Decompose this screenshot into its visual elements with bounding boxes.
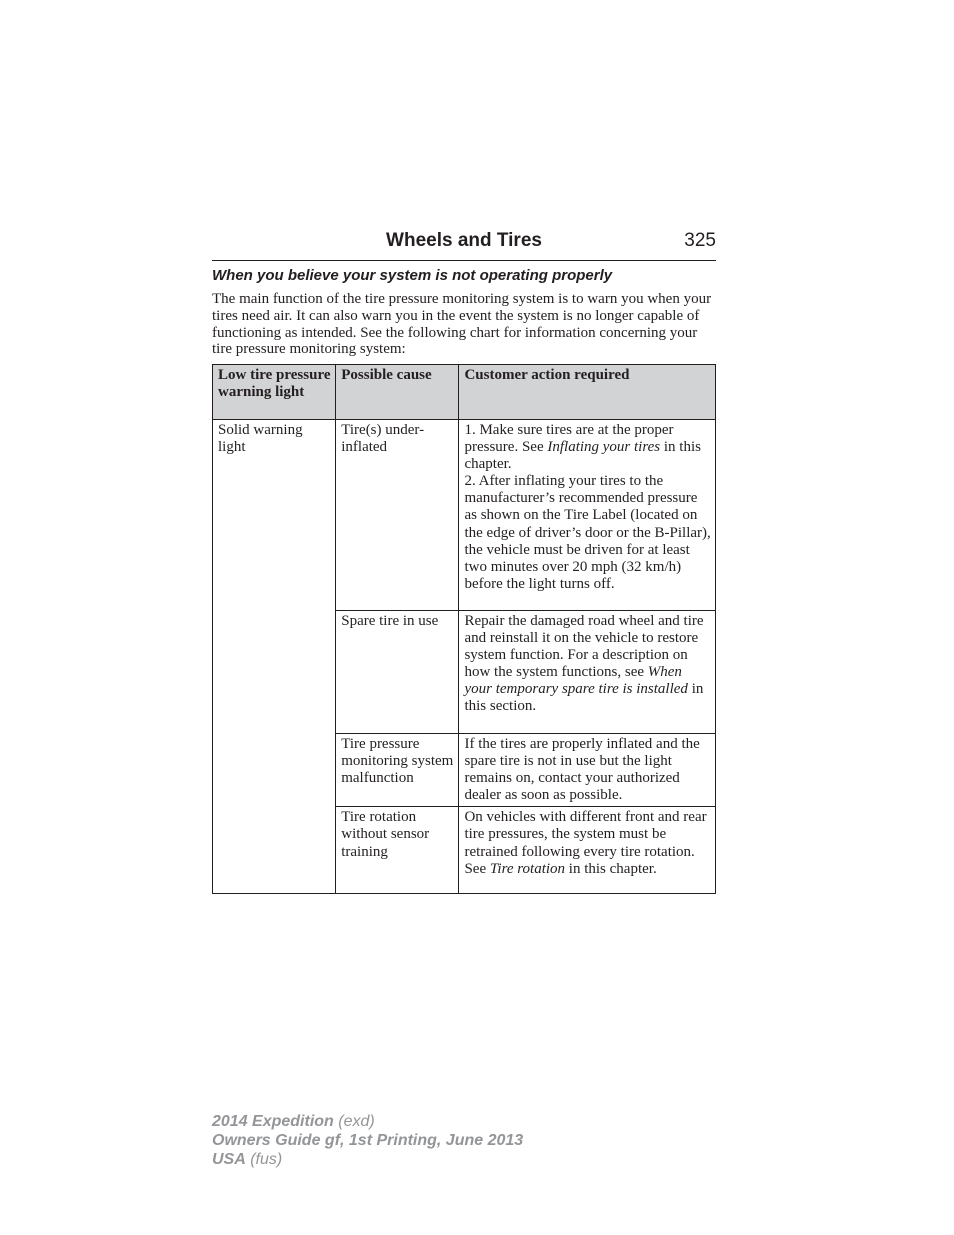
footer-market-code: (fus)	[245, 1151, 283, 1168]
cell-action	[459, 807, 716, 894]
action-text: in this chapter.	[565, 860, 657, 877]
page-number: 325	[684, 230, 716, 251]
action-text: in this section.	[464, 681, 704, 715]
page-header	[212, 228, 716, 261]
tpms-table	[212, 364, 716, 894]
footer-line	[212, 1112, 523, 1131]
table-header-row	[213, 365, 716, 420]
cross-reference: Inflating your tires	[547, 439, 661, 456]
intro-paragraph: The main function of the tire pressure monitoring system is to warn you when your tires need air. It can also warn you in the event the system is no longer capable of functioning as intended. See the following chart for information concerning your tire pressure monitoring system:	[212, 291, 712, 358]
cell-cause: Tire rotation without sensor training	[336, 807, 459, 894]
header-possible-cause: Possible cause	[336, 365, 459, 420]
cross-reference: Tire rotation	[489, 860, 566, 877]
header-warning-light: Low tire pressure warning light	[213, 365, 336, 420]
footer-model: 2014 Expedition	[212, 1113, 334, 1130]
footer-market: USA	[212, 1151, 246, 1168]
section-title: Wheels and Tires	[386, 230, 542, 251]
footer-guide: Owners Guide gf, 1st Printing, June 2013	[212, 1132, 524, 1149]
header-customer-action: Customer action required	[459, 365, 716, 420]
cell-cause: Spare tire in use	[336, 611, 459, 734]
cell-warning-light: Solid warning light	[213, 420, 336, 894]
action-text: Repair the damaged road wheel and tire and reinstall it on the vehicle to restore system function. For a description on how the system functions, see	[464, 613, 704, 681]
cross-reference: When your temporary spare tire is installed	[464, 664, 688, 698]
cell-cause: Tire(s) under-inflated	[336, 420, 459, 611]
cell-action	[459, 611, 716, 734]
action-text: 2. After inflating your tires to the manufacturer’s recommended pressure as shown on the Tire Label (located on the edge of driver’s door or the B-Pillar), the vehicle must be driven for at least two minutes over 20 mph (32 km/h) before the light turns off.	[464, 473, 711, 592]
cell-cause: Tire pressure monitoring system malfunction	[336, 734, 459, 807]
action-text: On vehicles with different front and rear tire pressures, the system must be retrained following every tire rotation. See	[464, 809, 707, 877]
page-footer	[212, 1112, 523, 1169]
table-row	[213, 420, 716, 611]
cell-action	[459, 420, 716, 611]
subheading: When you believe your system is not operating properly	[212, 267, 613, 284]
footer-line	[212, 1150, 523, 1169]
action-text: in this chapter.	[464, 439, 701, 473]
footer-model-code: (exd)	[333, 1113, 375, 1130]
cell-action: If the tires are properly inflated and the spare tire is not in use but the light remains on, contact your authorized dealer as soon as possible.	[459, 734, 716, 807]
action-text: 1. Make sure tires are at the proper pressure. See	[464, 422, 674, 456]
footer-line	[212, 1131, 523, 1150]
